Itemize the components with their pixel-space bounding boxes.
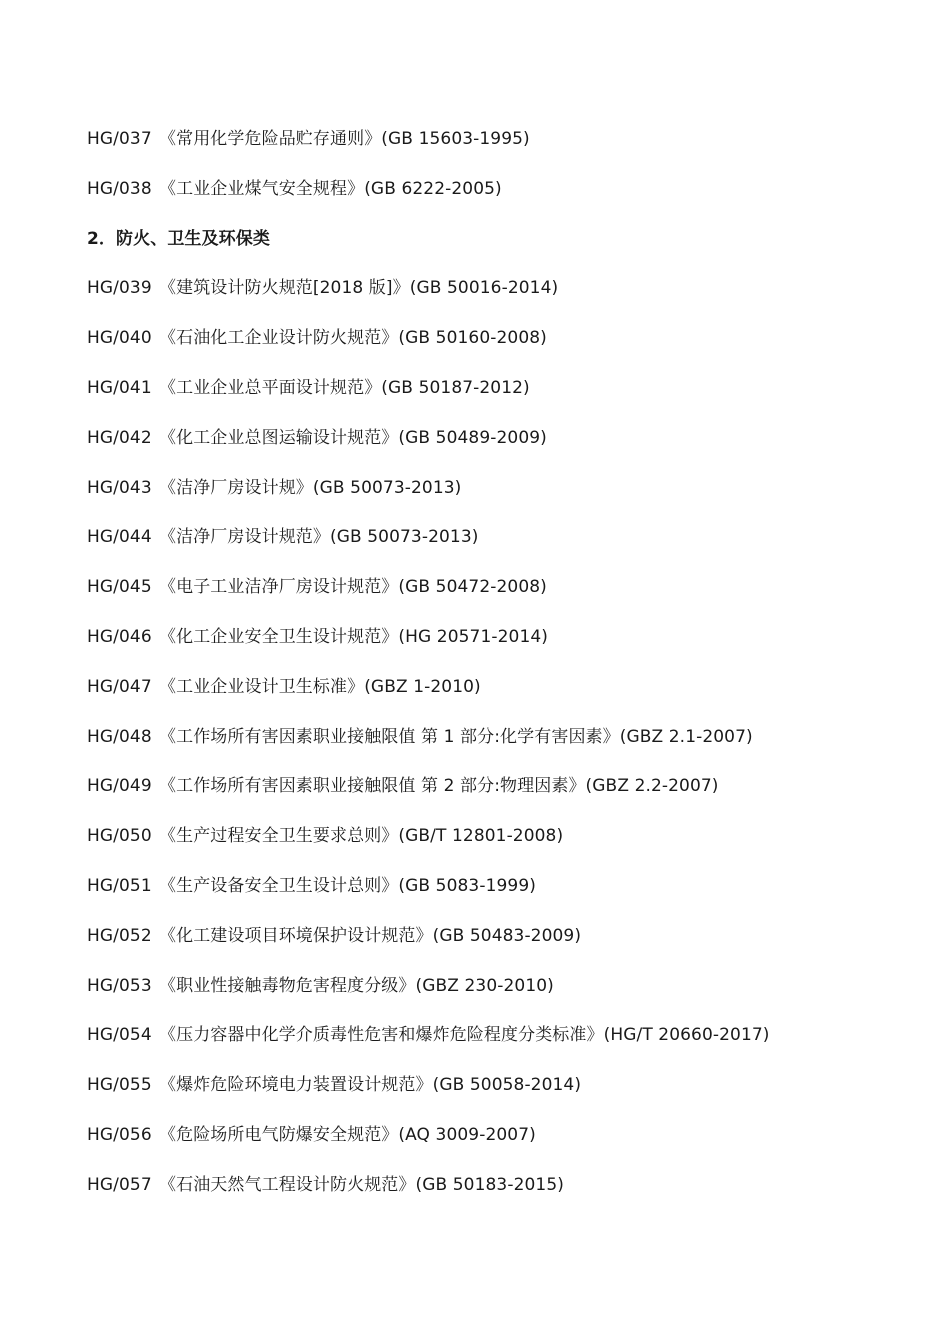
item-code: HG/040 (87, 328, 152, 349)
list-item (87, 373, 887, 423)
list-item (87, 771, 887, 821)
item-title: 《压力容器中化学介质毒性危害和爆炸危险程度分类标准》(HG/T 20660-2017) (159, 1025, 770, 1046)
standards-list (87, 124, 887, 1220)
item-code: HG/044 (87, 527, 152, 548)
item-title: 《化工企业总图运输设计规范》(GB 50489-2009) (159, 427, 547, 448)
item-code: HG/049 (87, 776, 152, 797)
item-code: HG/051 (87, 875, 152, 896)
item-code: HG/042 (87, 427, 152, 448)
item-code: HG/055 (87, 1075, 152, 1096)
item-code: HG/056 (87, 1124, 152, 1145)
item-title: 《工作场所有害因素职业接触限值 第 1 部分:化学有害因素》(GBZ 2.1-2007) (159, 726, 753, 747)
item-title: 《常用化学危险品贮存通则》(GB 15603-1995) (159, 129, 530, 149)
item-code: HG/048 (87, 726, 152, 747)
item-title: 《建筑设计防火规范[2018 版]》(GB 50016-2014) (159, 278, 559, 299)
list-item (87, 1020, 887, 1070)
item-title: 《爆炸危险环境电力装置设计规范》(GB 50058-2014) (159, 1075, 582, 1096)
item-code: HG/041 (87, 377, 152, 398)
item-title: 《洁净厂房设计规》(GB 50073-2013) (159, 477, 462, 498)
item-title: 《石油化工企业设计防火规范》(GB 50160-2008) (159, 328, 547, 349)
item-code: HG/038 (87, 178, 152, 199)
list-item (87, 622, 887, 672)
item-title: 《职业性接触毒物危害程度分级》(GBZ 230-2010) (159, 975, 554, 996)
list-item (87, 1170, 887, 1220)
list-item (87, 473, 887, 523)
list-item (87, 124, 887, 174)
list-item (87, 174, 887, 224)
item-title: 《石油天然气工程设计防火规范》(GB 50183-2015) (159, 1174, 564, 1195)
item-title: 《生产设备安全卫生设计总则》(GB 5083-1999) (159, 875, 536, 896)
list-item (87, 522, 887, 572)
list-item (87, 273, 887, 323)
list-item (87, 1120, 887, 1170)
list-item (87, 672, 887, 722)
list-item (87, 971, 887, 1021)
list-item (87, 921, 887, 971)
item-code: HG/053 (87, 975, 152, 996)
item-code: HG/046 (87, 626, 152, 647)
list-item (87, 323, 887, 373)
list-item (87, 821, 887, 871)
item-title: 《危险场所电气防爆安全规范》(AQ 3009-2007) (159, 1124, 536, 1145)
item-title: 《化工建设项目环境保护设计规范》(GB 50483-2009) (159, 925, 582, 946)
list-item (87, 423, 887, 473)
item-title: 《洁净厂房设计规范》(GB 50073-2013) (159, 527, 479, 548)
list-item (87, 871, 887, 921)
list-item (87, 722, 887, 772)
item-code: HG/057 (87, 1174, 152, 1195)
list-item (87, 1070, 887, 1120)
item-code: HG/054 (87, 1025, 152, 1046)
item-title: 《化工企业安全卫生设计规范》(HG 20571-2014) (159, 626, 549, 647)
item-title: 《生产过程安全卫生要求总则》(GB/T 12801-2008) (159, 826, 564, 847)
item-title: 《工业企业煤气安全规程》(GB 6222-2005) (159, 178, 502, 199)
item-title: 《工业企业设计卫生标准》(GBZ 1-2010) (159, 676, 481, 697)
item-title: 《电子工业洁净厂房设计规范》(GB 50472-2008) (159, 577, 547, 598)
section-heading: 2．防火、卫生及环保类 (87, 228, 270, 249)
item-title: 《工业企业总平面设计规范》(GB 50187-2012) (159, 377, 530, 398)
item-code: HG/052 (87, 925, 152, 946)
item-code: HG/043 (87, 477, 152, 498)
list-item (87, 572, 887, 622)
item-title: 《工作场所有害因素职业接触限值 第 2 部分:物理因素》(GBZ 2.2-2007) (159, 776, 719, 797)
item-code: HG/037 (87, 129, 152, 149)
item-code: HG/047 (87, 676, 152, 697)
item-code: HG/039 (87, 278, 152, 299)
item-code: HG/050 (87, 826, 152, 847)
item-code: HG/045 (87, 577, 152, 598)
